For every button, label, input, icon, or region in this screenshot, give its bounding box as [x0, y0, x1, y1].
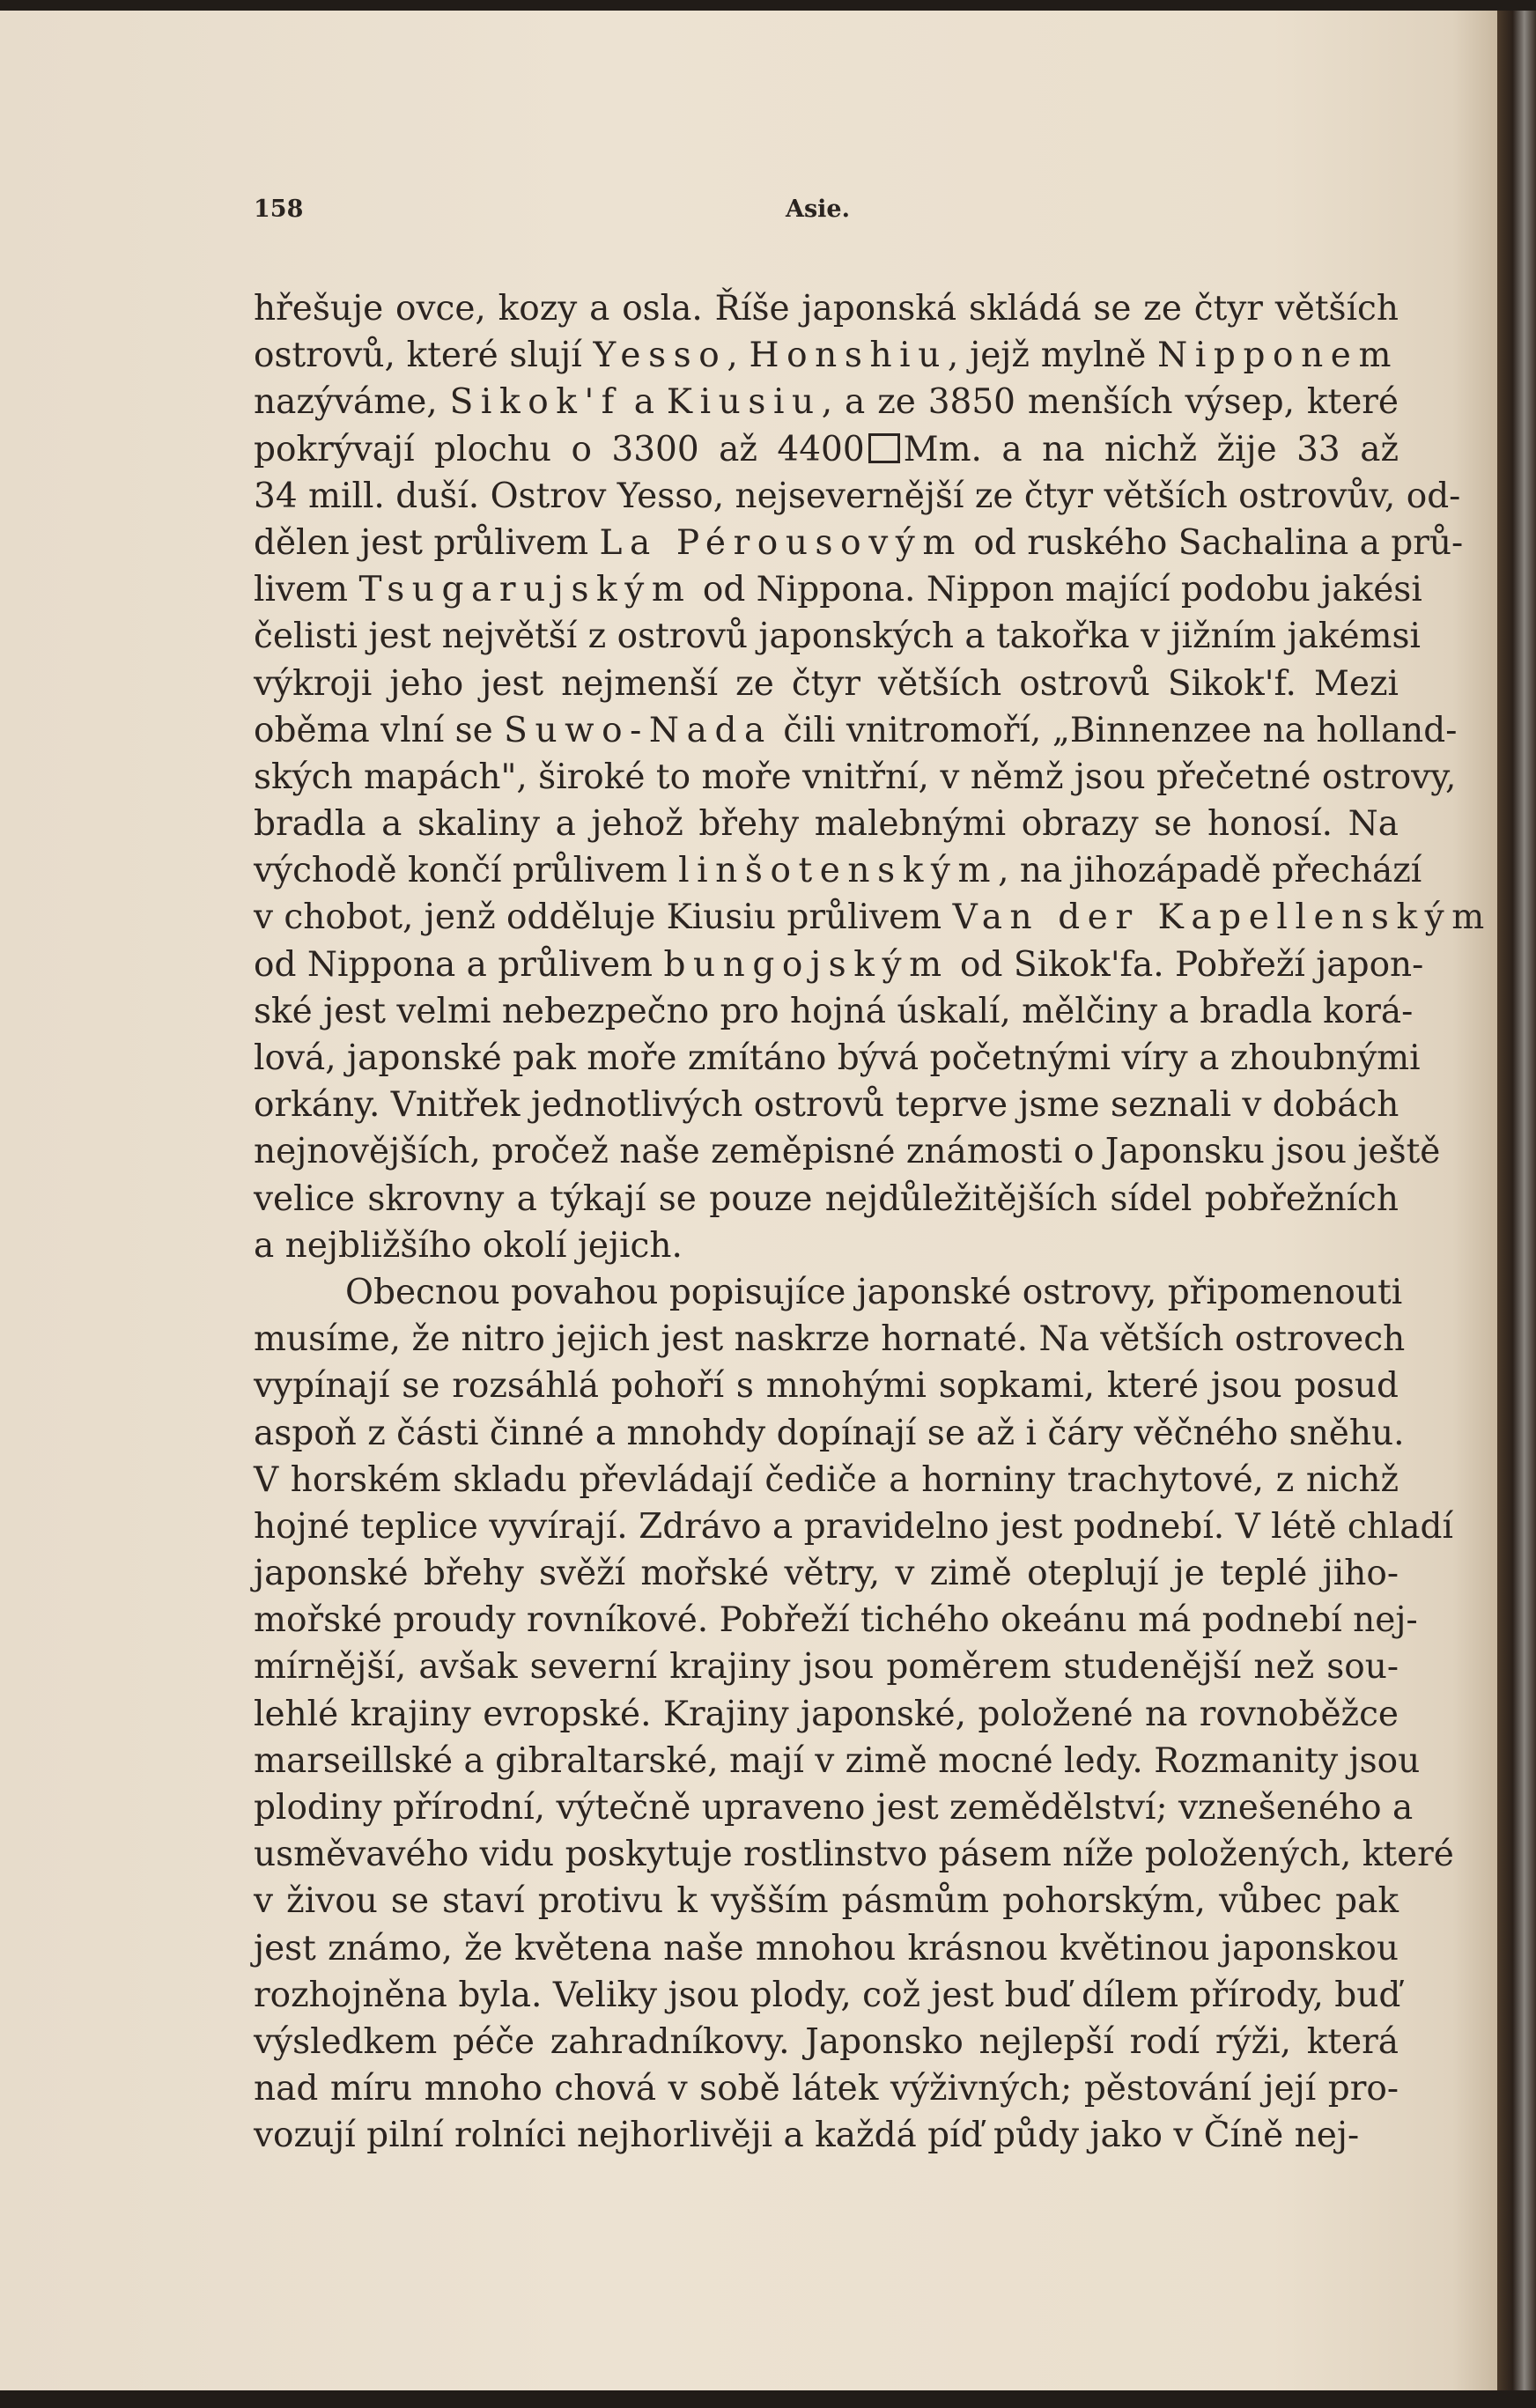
text-line [254, 1972, 1399, 2019]
text-line [254, 1831, 1454, 1878]
text-run: musíme, že nitro jejich jest naskrze hornaté. Na větších ostrovech [254, 1319, 1406, 1360]
spaced-name: bungojským [663, 944, 949, 985]
text-line [254, 1176, 1399, 1222]
text-line [254, 661, 1399, 707]
text-run: jest známo, že květena naše mnohou krásnou květinou japonskou [254, 1928, 1399, 1969]
text-line [254, 754, 1457, 801]
text-run: v živou se staví protivu k vyšším pásmům pohorským, vůbec pak [254, 1881, 1399, 1922]
text-run: Mm. a na nichž žije 33 až [903, 429, 1399, 469]
text-run: vozují pilní rolníci nejhorlivěji a každá píď půdy jako v Číně nej- [254, 2116, 1360, 2156]
text-line [254, 1925, 1399, 1972]
text-run: japonské břehy svěží mořské větry, v zimě oteplují je teplé jiho- [254, 1554, 1399, 1594]
text-line [254, 1222, 1399, 1269]
running-header [254, 196, 1425, 231]
text-line [254, 1410, 1405, 1457]
text-line [254, 1784, 1414, 1831]
spaced-name: La Pérousovým [599, 522, 963, 563]
text-run: čili vnitromoří, „Binnenzee na holland- [772, 710, 1458, 750]
text-run: V horském skladu převládají čediče a horniny trachytové, z nichž [254, 1459, 1399, 1500]
text-line [254, 613, 1422, 660]
page-number: 158 [254, 196, 304, 223]
text-line [254, 988, 1414, 1035]
text-run: usměvavého vidu poskytuje rostlinstvo pásem níže položených, které [254, 1835, 1454, 1875]
text-run: oběma vlní se [254, 710, 505, 750]
page-edge [1497, 11, 1536, 2390]
running-title: Asie. [786, 196, 850, 223]
text-run: lová, japonské pak moře zmítáno bývá početnými víry a zhoubnými [254, 1038, 1421, 1078]
text-run: nejnovějších, pročež naše zeměpisné známosti o Japonsku jsou ještě [254, 1132, 1441, 1172]
spaced-name: linšotenským [678, 851, 999, 891]
text-line [254, 847, 1422, 894]
spaced-name: Sikok'f [449, 382, 622, 423]
text-line [254, 1082, 1399, 1128]
text-line [254, 566, 1422, 613]
text-line [254, 1878, 1399, 1924]
text-run: aspoň z části činné a mnohdy dopínají se až i čáry věčného sněhu. [254, 1413, 1405, 1453]
text-line [254, 426, 1399, 473]
text-run: bradla a skaliny a jehož břehy malebnými obrazy se honosí. Na [254, 804, 1399, 845]
spaced-name: Kiusiu [666, 382, 822, 423]
text-run: plodiny přírodní, výtečně upraveno jest zemědělství; vznešeného a [254, 1788, 1414, 1828]
text-line [254, 1457, 1399, 1503]
text-line [254, 1269, 1403, 1316]
text-line [254, 1643, 1399, 1690]
text-run: , a ze 3850 menších výsep, které [821, 382, 1399, 423]
text-run: , na jihozápadě přechází [998, 851, 1422, 891]
text-run: hojné teplice vyvírají. Zdrávo a pravidelno jest podnebí. V létě chladí [254, 1506, 1453, 1547]
text-run: výkroji jeho jest nejmenší ze čtyr větších ostrovů Sikok'f. Mezi [254, 663, 1399, 704]
text-run: mořské proudy rovníkové. Pobřeží tichého okeánu má podnebí nej- [254, 1600, 1418, 1641]
spaced-name: Nipponem [1157, 336, 1399, 376]
text-line [254, 520, 1464, 566]
text-run: , jejž mylně [947, 336, 1158, 376]
text-run: 34 mill. duší. Ostrov Yesso, nejsevernější ze čtyr větších ostrovův, od- [254, 476, 1461, 516]
text-run: ské jest velmi nebezpečno pro hojná úskalí, mělčiny a bradla korá- [254, 991, 1414, 1031]
text-run: od Nippona a průlivem [254, 944, 664, 985]
text-line [254, 379, 1399, 425]
text-line [254, 285, 1399, 332]
text-run: marseillské a gibraltarské, mají v zimě mocné ledy. Rozmanity jsou [254, 1740, 1421, 1781]
text-run: nad míru mnoho chová v sobě látek výživných; pěstování její pro- [254, 2069, 1399, 2109]
text-run: velice skrovny a týkají se pouze nejdůležitějších sídel pobřežních [254, 1178, 1399, 1219]
text-line [254, 332, 1399, 379]
square-unit-symbol [868, 433, 900, 463]
text-run: hřešuje ovce, kozy a osla. Říše japonská skládá se ze čtyr větších [254, 289, 1399, 329]
text-line [254, 1738, 1421, 1784]
spaced-name: Honshiu [749, 336, 948, 376]
spaced-name: Tsugarujským [358, 570, 692, 610]
text-run: v chobot, jenž odděluje Kiusiu průlivem [254, 897, 953, 938]
text-line [254, 894, 1492, 941]
text-run: výsledkem péče zahradníkovy. Japonsko nejlepší rodí rýži, která [254, 2021, 1399, 2062]
paragraph [254, 1269, 1454, 2160]
text-run: pokrývají plochu o 3300 až 4400 [254, 429, 865, 469]
text-line [254, 2019, 1399, 2065]
text-run: od ruského Sachalina a prů- [963, 522, 1464, 563]
text-run: čelisti jest největší z ostrovů japonských a takořka v jižním jakémsi [254, 617, 1422, 657]
text-run: ských mapách", široké to moře vnitřní, v němž jsou přečetné ostrovy, [254, 757, 1457, 797]
text-line [254, 801, 1399, 847]
text-run: od Sikok'fa. Pobřeží japon- [949, 944, 1424, 985]
text-line [254, 2112, 1399, 2159]
text-line [254, 1035, 1421, 1082]
text-run: mírnější, avšak severní krajiny jsou poměrem studenější než sou- [254, 1647, 1399, 1688]
text-run: východě končí průlivem [254, 851, 679, 891]
text-line [254, 1597, 1418, 1643]
text-line [254, 473, 1461, 520]
text-run: orkány. Vnitřek jednotlivých ostrovů teprve jsme seznali v dobách [254, 1085, 1399, 1126]
text-run: ostrovů, které slují [254, 336, 594, 376]
text-run: lehlé krajiny evropské. Krajiny japonské, položené na rovnoběžce [254, 1694, 1399, 1734]
text-line [254, 1550, 1399, 1597]
text-line [254, 1503, 1453, 1550]
text-run: od Nippona. Nippon mající podobu jakési [691, 570, 1422, 610]
text-run: a nejbližšího okolí jejich. [254, 1225, 683, 1266]
spaced-name: Yesso [593, 336, 727, 376]
text-line [254, 707, 1458, 754]
spaced-name: Suwo-Nada [504, 710, 772, 750]
text-run: rozhojněna byla. Veliky jsou plody, což jest buď dílem přírody, buď [254, 1975, 1401, 2015]
text-run: a [621, 382, 667, 423]
text-line [254, 942, 1424, 988]
text-line [254, 1363, 1399, 1409]
paragraph [254, 285, 1492, 1269]
text-run: dělen jest průlivem [254, 522, 600, 563]
text-line [254, 1316, 1406, 1363]
text-run: , [727, 336, 750, 376]
text-run: Obecnou povahou popisujíce japonské ostrovy, připomenouti [345, 1272, 1403, 1312]
text-line [254, 1691, 1399, 1738]
text-run: vypínají se rozsáhlá pohoří s mnohými sopkami, které jsou posud [254, 1366, 1399, 1407]
text-run: livem [254, 570, 359, 610]
text-run: nazýváme, [254, 382, 450, 423]
text-line [254, 1128, 1441, 1175]
body-text [254, 285, 1492, 2160]
text-line [254, 2065, 1399, 2112]
spaced-name: Van der Kapellenským [952, 897, 1492, 938]
